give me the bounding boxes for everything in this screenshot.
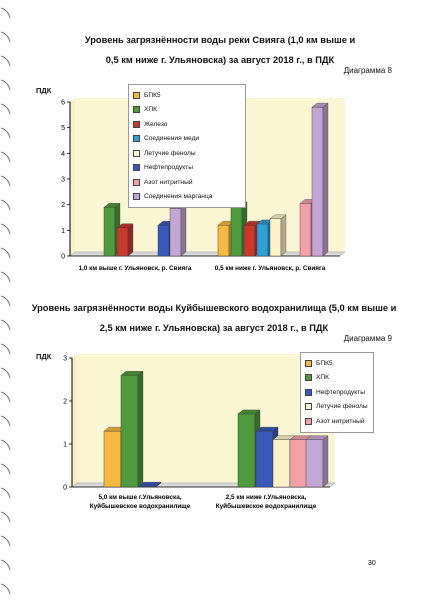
chart2-ytick-label: 2 <box>63 398 67 406</box>
chart2-legend-item <box>305 414 369 429</box>
chart2-legend-item <box>305 385 369 400</box>
chart1-ytick-label: 0 <box>61 253 65 261</box>
chart2-legend-swatch <box>305 389 312 396</box>
chart2-legend-label: Нефтепродукты <box>316 388 365 396</box>
chart2-legend-swatch <box>305 374 312 381</box>
chart2-ytick-label: 1 <box>63 441 67 449</box>
chart2-legend-label: Азот нитритный <box>316 417 365 425</box>
chart1-category-label: 0,5 км ниже г. Ульяновск, р. Свияга <box>214 265 326 272</box>
page-number: 30 <box>368 560 376 567</box>
chart1-legend-label: Летучие фенолы <box>144 149 196 157</box>
chart2-category-label: 5,0 км выше г.Ульяновска, <box>98 494 182 501</box>
chart1-ytick-label: 6 <box>61 99 65 107</box>
chart2-legend-label: ХПК <box>316 374 329 382</box>
chart1-legend-label: БПК5 <box>144 91 161 99</box>
chart2-bar <box>238 414 255 487</box>
chart1-legend-label: Нефтепродукты <box>144 164 193 172</box>
chart2-ytick-label: 0 <box>63 484 67 492</box>
chart2-diagram-label: Диаграмма 9 <box>343 334 392 343</box>
chart1-ytick-label: 3 <box>61 176 65 184</box>
chart2-ylabel: ПДК <box>36 352 52 361</box>
chart1-ylabel: ПДК <box>36 86 52 95</box>
chart2-ytick-label: 3 <box>63 355 67 363</box>
chart1-legend-label: Соединения меди <box>144 135 200 143</box>
chart2-legend-swatch <box>305 418 312 425</box>
chart2-legend-swatch <box>305 403 312 410</box>
chart2-bar <box>256 431 273 487</box>
chart2-bar <box>104 431 121 487</box>
chart2-legend-swatch <box>305 360 312 367</box>
chart2-bar-side <box>323 436 328 487</box>
chart2-legend <box>300 352 374 433</box>
chart2-legend-label: Летучие фенолы <box>316 403 368 411</box>
chart2-bar <box>306 440 323 487</box>
chart1-legend-label: ХПК <box>144 106 157 114</box>
chart1-ytick-label: 1 <box>61 227 65 235</box>
chart1-ytick-label: 5 <box>61 125 65 133</box>
chart2-title: Уровень загрязнённости воды Куйбышевского водохранилища (5,0 км выше и 2,5 км ниже г. Ульяновска) за август 2018 г., в ПДК <box>31 303 397 333</box>
chart1-ytick-label: 2 <box>61 202 65 210</box>
chart2-category-label: 2,5 км ниже г.Ульяновска, <box>225 494 307 501</box>
chart2-legend-item <box>305 371 369 386</box>
chart1-diagram-label: Диаграмма 8 <box>343 66 392 75</box>
chart1-category-label: 1,0 км выше г. Ульяновск, р. Свияга <box>78 265 192 272</box>
chart2-legend-item <box>305 400 369 415</box>
chart2-bar <box>121 375 138 487</box>
chart2-category-label: Куйбышевское водохранилище <box>215 503 317 510</box>
chart2-legend-label: БПК5 <box>316 359 333 367</box>
chart2-wall-side <box>72 354 77 487</box>
chart1-ytick-label: 4 <box>61 150 65 158</box>
chart2-bar <box>290 440 307 487</box>
chart1-title: Уровень загрязнённости воды реки Свияга (1,0 км выше и 0,5 км ниже г. Ульяновска) за август 2018 г., в ПДК <box>84 35 356 65</box>
chart2-legend-item <box>305 356 369 371</box>
chart1-legend-label: Соединения марганца <box>144 193 213 201</box>
chart2-bar <box>273 440 290 487</box>
chart1-legend-label: Азот нитритный <box>144 178 193 186</box>
chart2-category-label: Куйбышевское водохранилище <box>89 503 191 510</box>
chart1-legend-label: Железо <box>144 120 168 128</box>
chart2-bar-side <box>138 371 143 487</box>
